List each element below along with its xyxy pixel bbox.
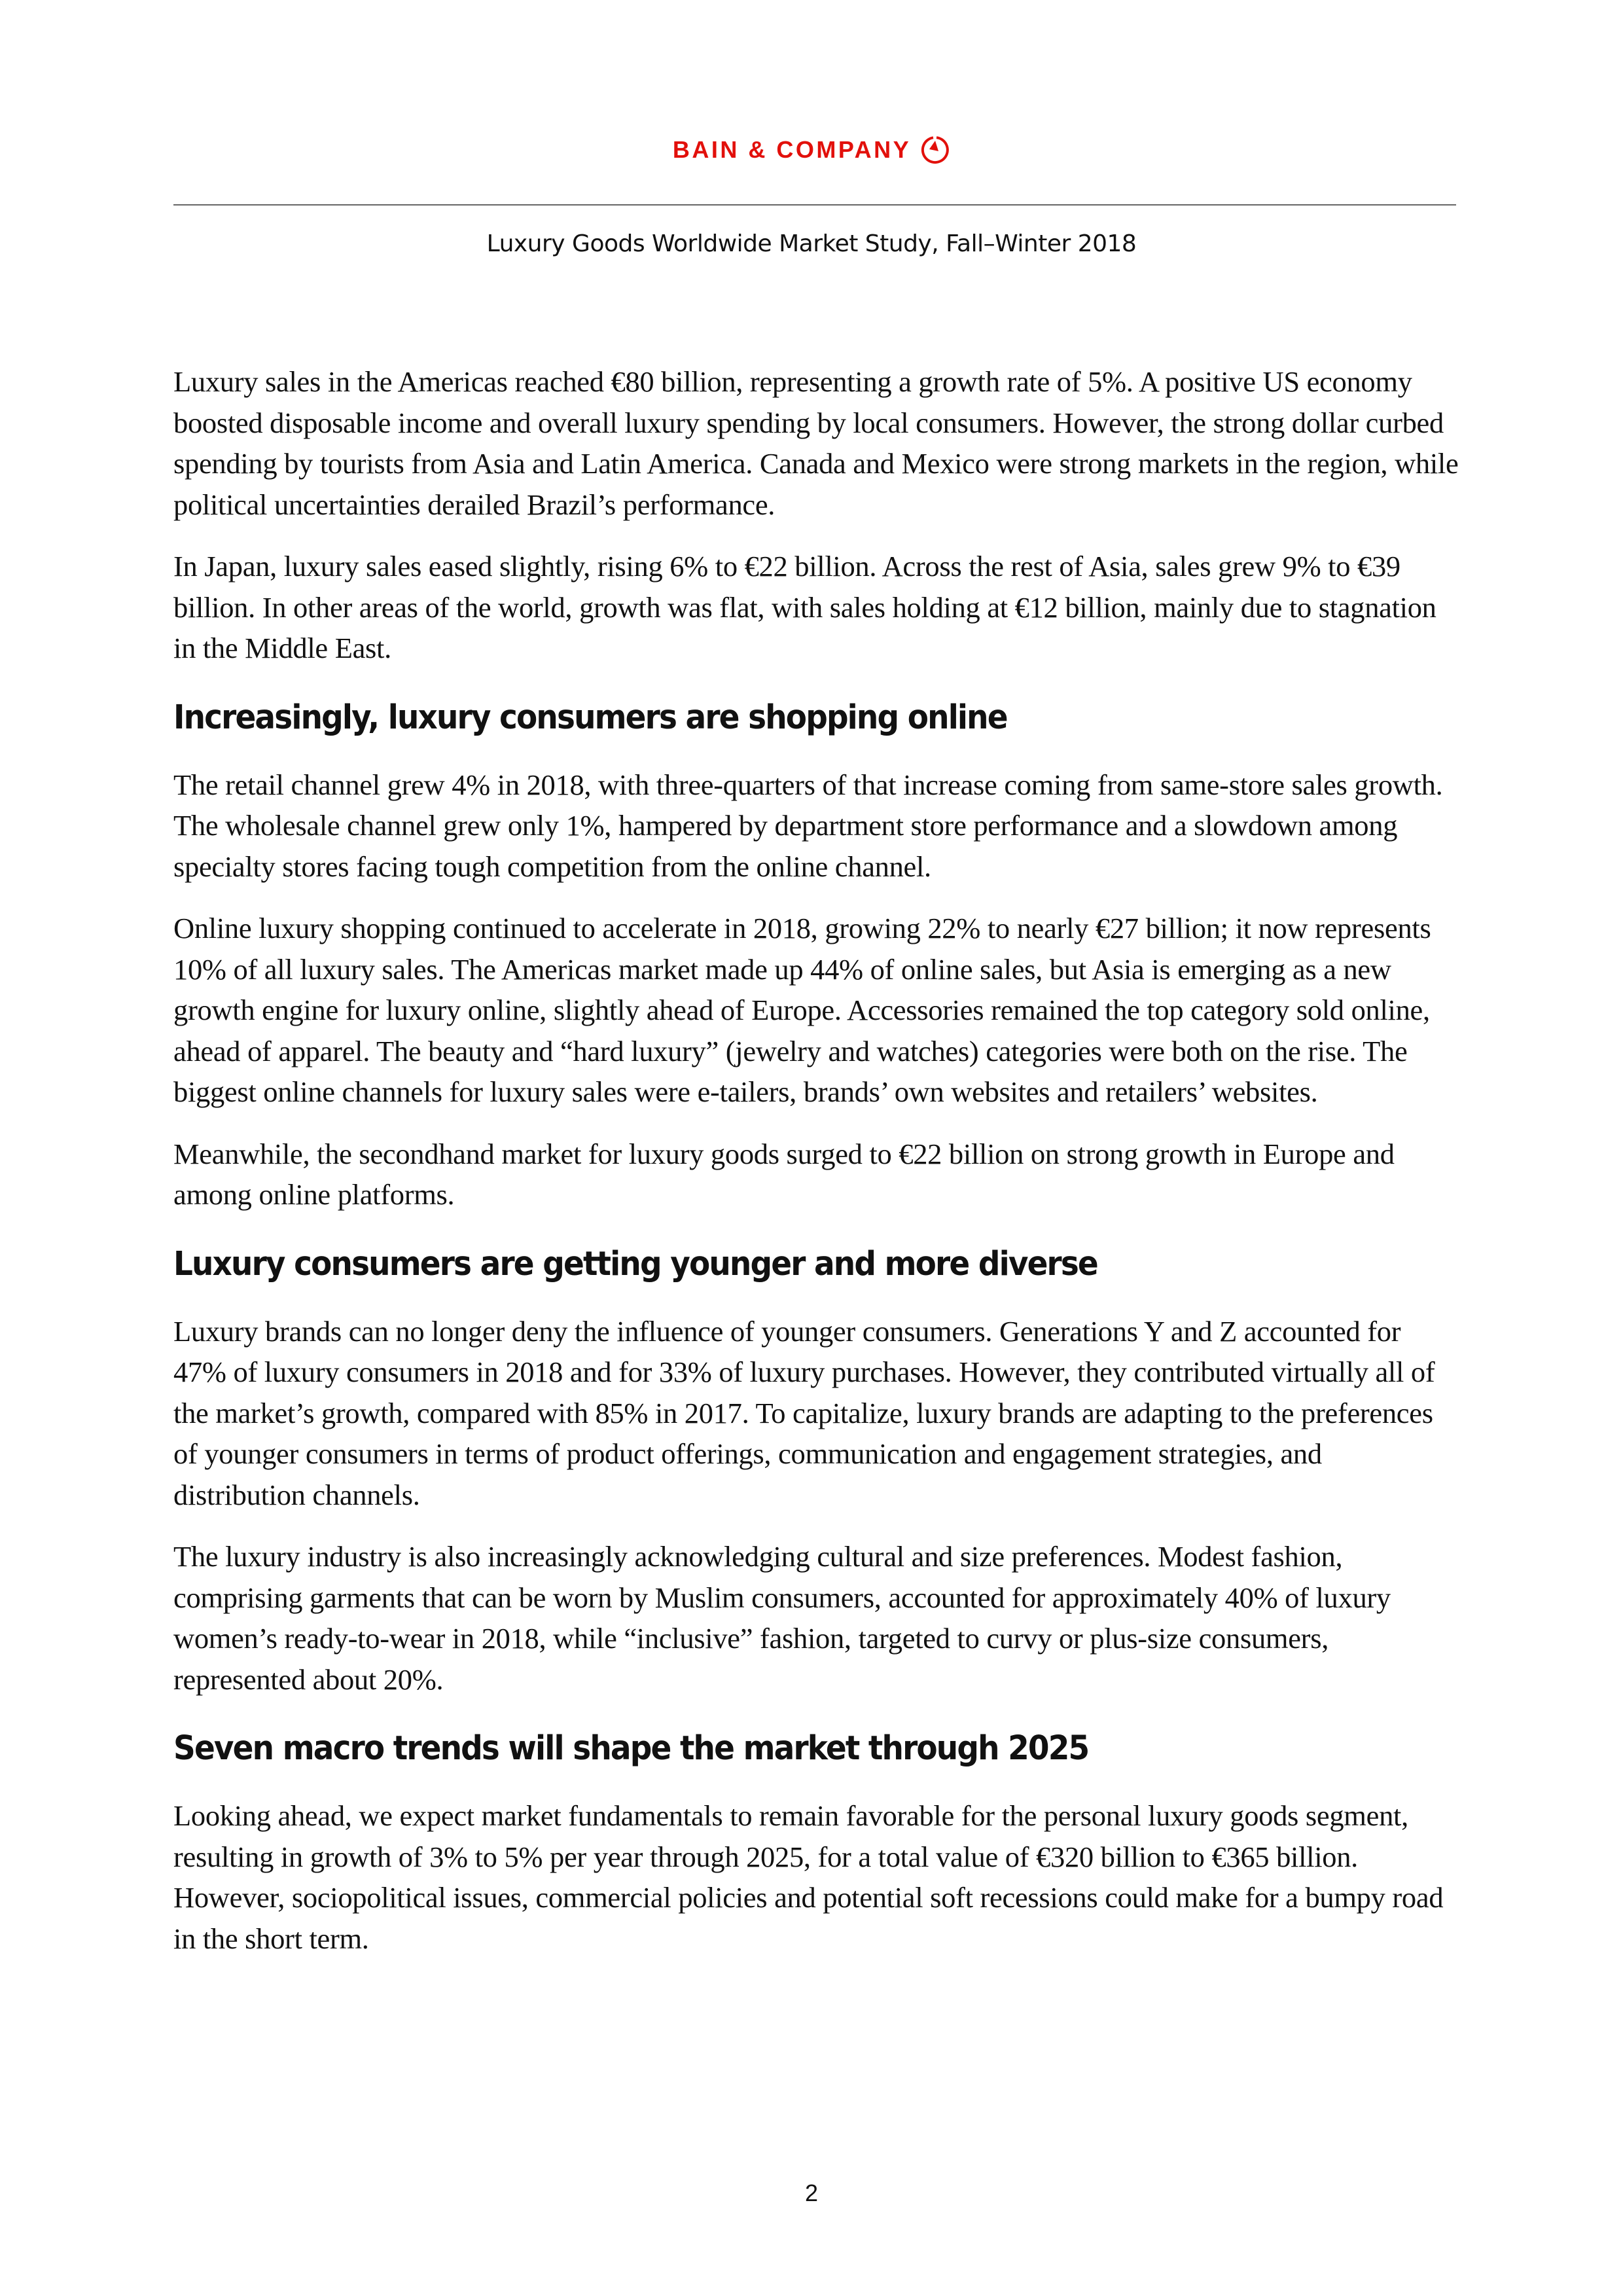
section-heading-younger-consumers: Luxury consumers are getting younger and more diverse xyxy=(173,1244,1097,1283)
paragraph-americas: Luxury sales in the Americas reached €80 billion, representing a growth rate of 5%. A positive US economy boosted disposable income and overall luxury spending by local consumers. However, the strong dollar curbed spending by tourists from Asia and Latin America. Canada and Mexico were strong markets in the region, while political uncertainties derailed Brazil’s performance. xyxy=(173,365,1459,521)
paragraph-generations: Luxury brands can no longer deny the influence of younger consumers. Generations Y and Z accounted for 47% of luxury consumers in 2018 and for 33% of luxury purchases. However, they contributed virtually all of the market’s growth, compared with 85% in 2017. To capitalize, luxury brands are adapting to the preferences of younger consumers in terms of product offerings, communication and engagement strategies, and distribution channels. xyxy=(173,1314,1435,1511)
paragraph-retail-channel: The retail channel grew 4% in 2018, with three-quarters of that increase coming from same-store sales growth. The wholesale channel grew only 1%, hampered by department store performance and a slowdown among specialty stores facing tough competition from the online channel. xyxy=(173,768,1443,883)
section-heading-macro-trends: Seven macro trends will shape the market through 2025 xyxy=(173,1729,1089,1768)
brand-logo xyxy=(0,135,1623,165)
paragraph-japan-asia: In Japan, luxury sales eased slightly, rising 6% to €22 billion. Across the rest of Asia, sales grew 9% to €39 billion. In other areas of the world, growth was flat, with sales holding at €12 billion, mainly due to stagnation in the Middle East. xyxy=(173,550,1436,664)
header-divider xyxy=(173,204,1456,206)
paragraph-cultural-preferences: The luxury industry is also increasingly acknowledging cultural and size preferences. Modest fashion, comprising garments that can be worn by Muslim consumers, accounted for approximately 40% of luxury women’s ready-to-wear in 2018, while “inclusive” fashion, targeted to curvy or plus-size consumers, represented about 20%. xyxy=(173,1540,1391,1696)
paragraph-online-shopping: Online luxury shopping continued to accelerate in 2018, growing 22% to nearly €27 billion; it now represents 10% of all luxury sales. The Americas market made up 44% of online sales, but Asia is emerging as a new growth engine for luxury online, slightly ahead of Europe. Accessories remained the top category sold online, ahead of apparel. The beauty and “hard luxury” (jewelry and watches) categories were both on the rise. The biggest online channels for luxury sales were e-tailers, brands’ own websites and retailers’ websites. xyxy=(173,912,1431,1108)
bain-clock-logo-icon xyxy=(920,135,950,165)
paragraph-secondhand: Meanwhile, the secondhand market for luxury goods surged to €22 billion on strong growth in Europe and among online platforms. xyxy=(173,1137,1395,1211)
report-subtitle: Luxury Goods Worldwide Market Study, Fall–Winter 2018 xyxy=(486,230,1137,257)
paragraph-outlook: Looking ahead, we expect market fundamentals to remain favorable for the personal luxury goods segment, resulting in growth of 3% to 5% per year through 2025, for a total value of €320 billion to €365 billion. However, sociopolitical issues, commercial policies and potential soft recessions could make for a bumpy road in the short term. xyxy=(173,1799,1444,1955)
section-heading-online: Increasingly, luxury consumers are shopping online xyxy=(173,698,1007,737)
page-number: 2 xyxy=(804,2179,819,2206)
article-body xyxy=(173,361,1459,1980)
brand-name: BAIN & COMPANY xyxy=(672,136,912,163)
